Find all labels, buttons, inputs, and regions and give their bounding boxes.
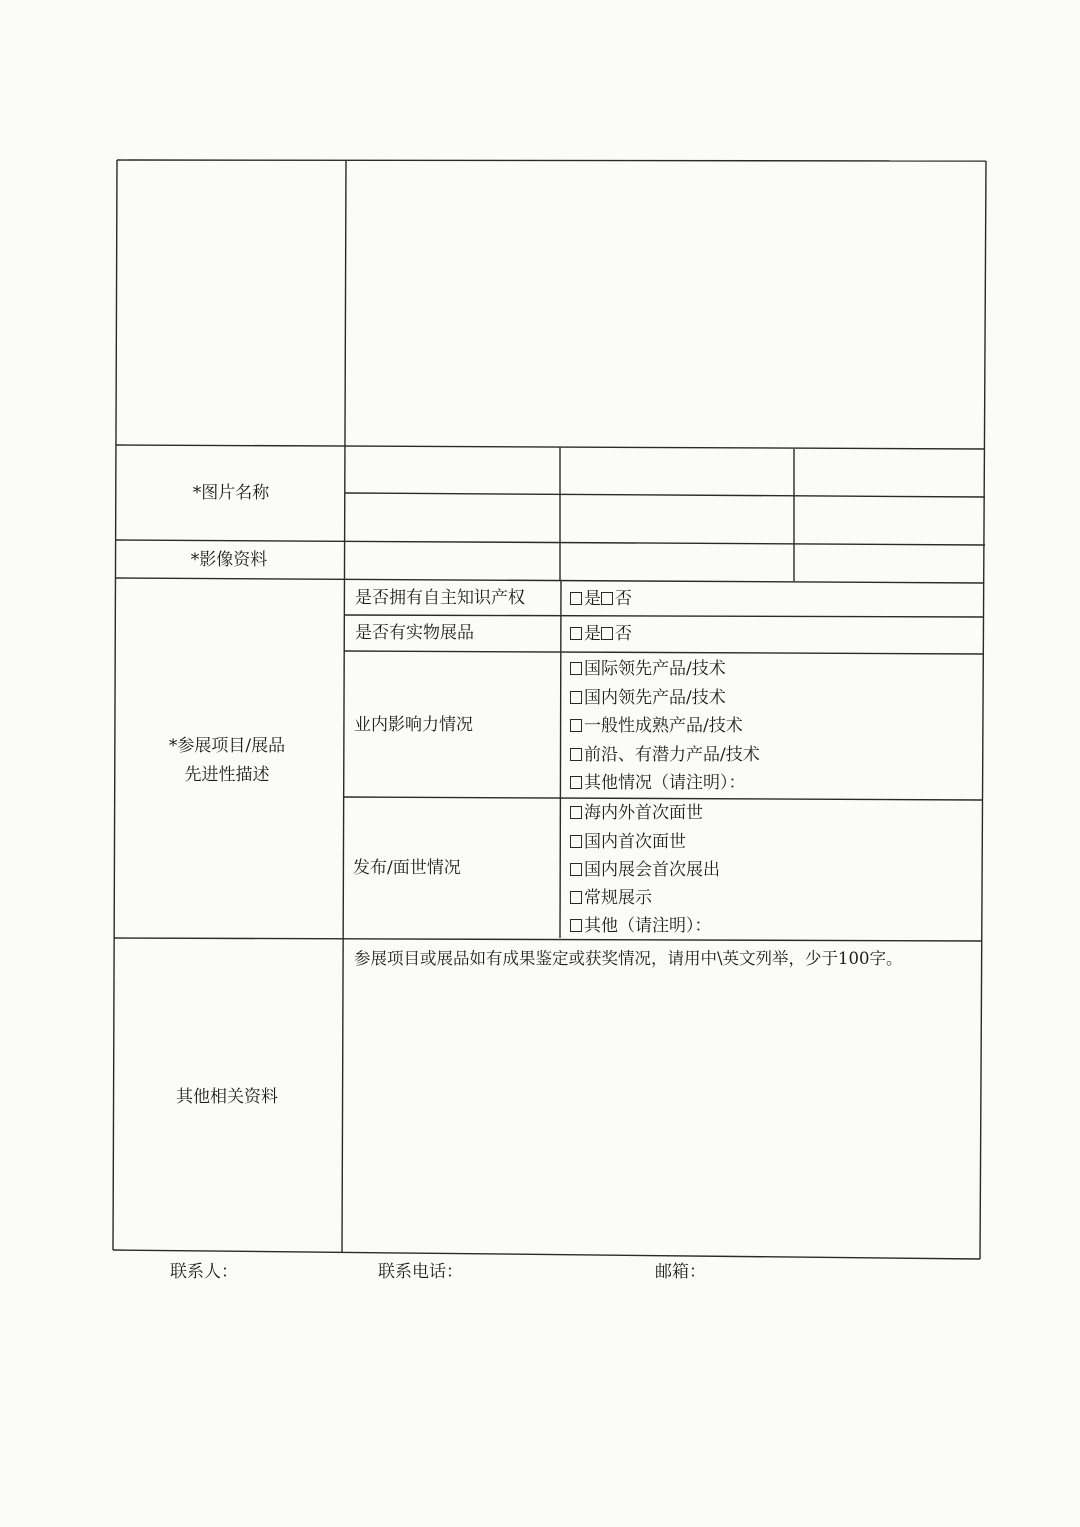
release-checkbox-2[interactable] <box>570 835 582 848</box>
influence-option-label-1: 国际领先产品/技术 <box>584 659 726 679</box>
video-field-1[interactable] <box>348 545 558 577</box>
influence-option-label-5: 其他情况（请注明）： <box>584 773 746 793</box>
release-option-5 <box>570 916 712 936</box>
photo-label-cell <box>120 164 342 442</box>
release-option-label-4: 常规展示 <box>584 888 652 908</box>
influence-option-5 <box>570 773 746 793</box>
advanced-label-line2: 先进性描述 <box>184 765 270 785</box>
release-option-2 <box>570 832 686 852</box>
contact-person-field[interactable] <box>240 1258 360 1284</box>
physical-options <box>570 624 632 644</box>
physical-no-label: 否 <box>615 624 632 644</box>
contact-phone-field[interactable] <box>468 1258 638 1284</box>
release-option-label-1: 海内外首次面世 <box>584 803 703 823</box>
video-field-2[interactable] <box>563 546 792 578</box>
influence-checkbox-3[interactable] <box>570 719 582 732</box>
release-checkbox-4[interactable] <box>570 891 582 904</box>
release-option-1 <box>570 803 703 823</box>
advanced-label-line1: *参展项目/展品 <box>168 736 286 756</box>
picture-name-field-3[interactable] <box>797 452 983 494</box>
ip-question: 是否拥有自主知识产权 <box>355 588 525 608</box>
video-label: *影像资料 <box>190 550 268 570</box>
release-checkbox-5[interactable] <box>570 919 582 932</box>
influence-checkbox-4[interactable] <box>570 748 582 761</box>
other-materials-label: 其他相关资料 <box>176 1087 278 1107</box>
other-materials-textarea[interactable] <box>348 975 976 1247</box>
ip-yes-label: 是 <box>584 589 601 609</box>
influence-question: 业内影响力情况 <box>354 715 473 735</box>
release-question: 发布/面世情况 <box>353 858 461 878</box>
influence-checkbox-5[interactable] <box>570 776 582 789</box>
picture-name-field-4[interactable] <box>348 497 558 539</box>
influence-option-label-3: 一般性成熟产品/技术 <box>584 716 743 736</box>
influence-option-label-4: 前沿、有潜力产品/技术 <box>584 745 760 765</box>
email-field[interactable] <box>710 1258 970 1284</box>
physical-no-checkbox[interactable] <box>601 627 613 640</box>
release-checkbox-3[interactable] <box>570 863 582 876</box>
release-option-label-5: 其他（请注明）： <box>584 916 712 936</box>
picture-name-label: *图片名称 <box>192 483 270 503</box>
influence-checkbox-2[interactable] <box>570 691 582 704</box>
release-option-4 <box>570 888 652 908</box>
email-label: 邮箱： <box>655 1262 706 1282</box>
influence-option-2 <box>570 688 726 708</box>
influence-option-1 <box>570 659 726 679</box>
picture-name-field-6[interactable] <box>797 500 983 542</box>
video-field-3[interactable] <box>797 547 983 579</box>
influence-option-4 <box>570 745 760 765</box>
other-materials-instruction: 参展项目或展品如有成果鉴定或获奖情况，请用中\英文列举，少于100字。 <box>354 949 903 968</box>
physical-yes-label: 是 <box>584 624 601 644</box>
release-option-3 <box>570 860 720 880</box>
ip-no-label: 否 <box>615 589 632 609</box>
physical-question: 是否有实物展品 <box>355 623 474 643</box>
photo-upload-area[interactable] <box>350 165 982 443</box>
influence-checkbox-1[interactable] <box>570 662 582 675</box>
picture-name-field-2[interactable] <box>563 450 792 492</box>
ip-yes-checkbox[interactable] <box>570 592 582 605</box>
influence-option-3 <box>570 716 743 736</box>
picture-name-field-1[interactable] <box>348 450 558 492</box>
physical-yes-checkbox[interactable] <box>570 627 582 640</box>
contact-person-label: 联系人： <box>170 1262 238 1282</box>
ip-no-checkbox[interactable] <box>601 592 613 605</box>
picture-name-field-5[interactable] <box>563 498 792 540</box>
release-option-label-2: 国内首次面世 <box>584 832 686 852</box>
influence-option-label-2: 国内领先产品/技术 <box>584 688 726 708</box>
release-checkbox-1[interactable] <box>570 806 582 819</box>
release-option-label-3: 国内展会首次展出 <box>584 860 720 880</box>
ip-options <box>570 589 632 609</box>
contact-phone-label: 联系电话： <box>378 1262 463 1282</box>
